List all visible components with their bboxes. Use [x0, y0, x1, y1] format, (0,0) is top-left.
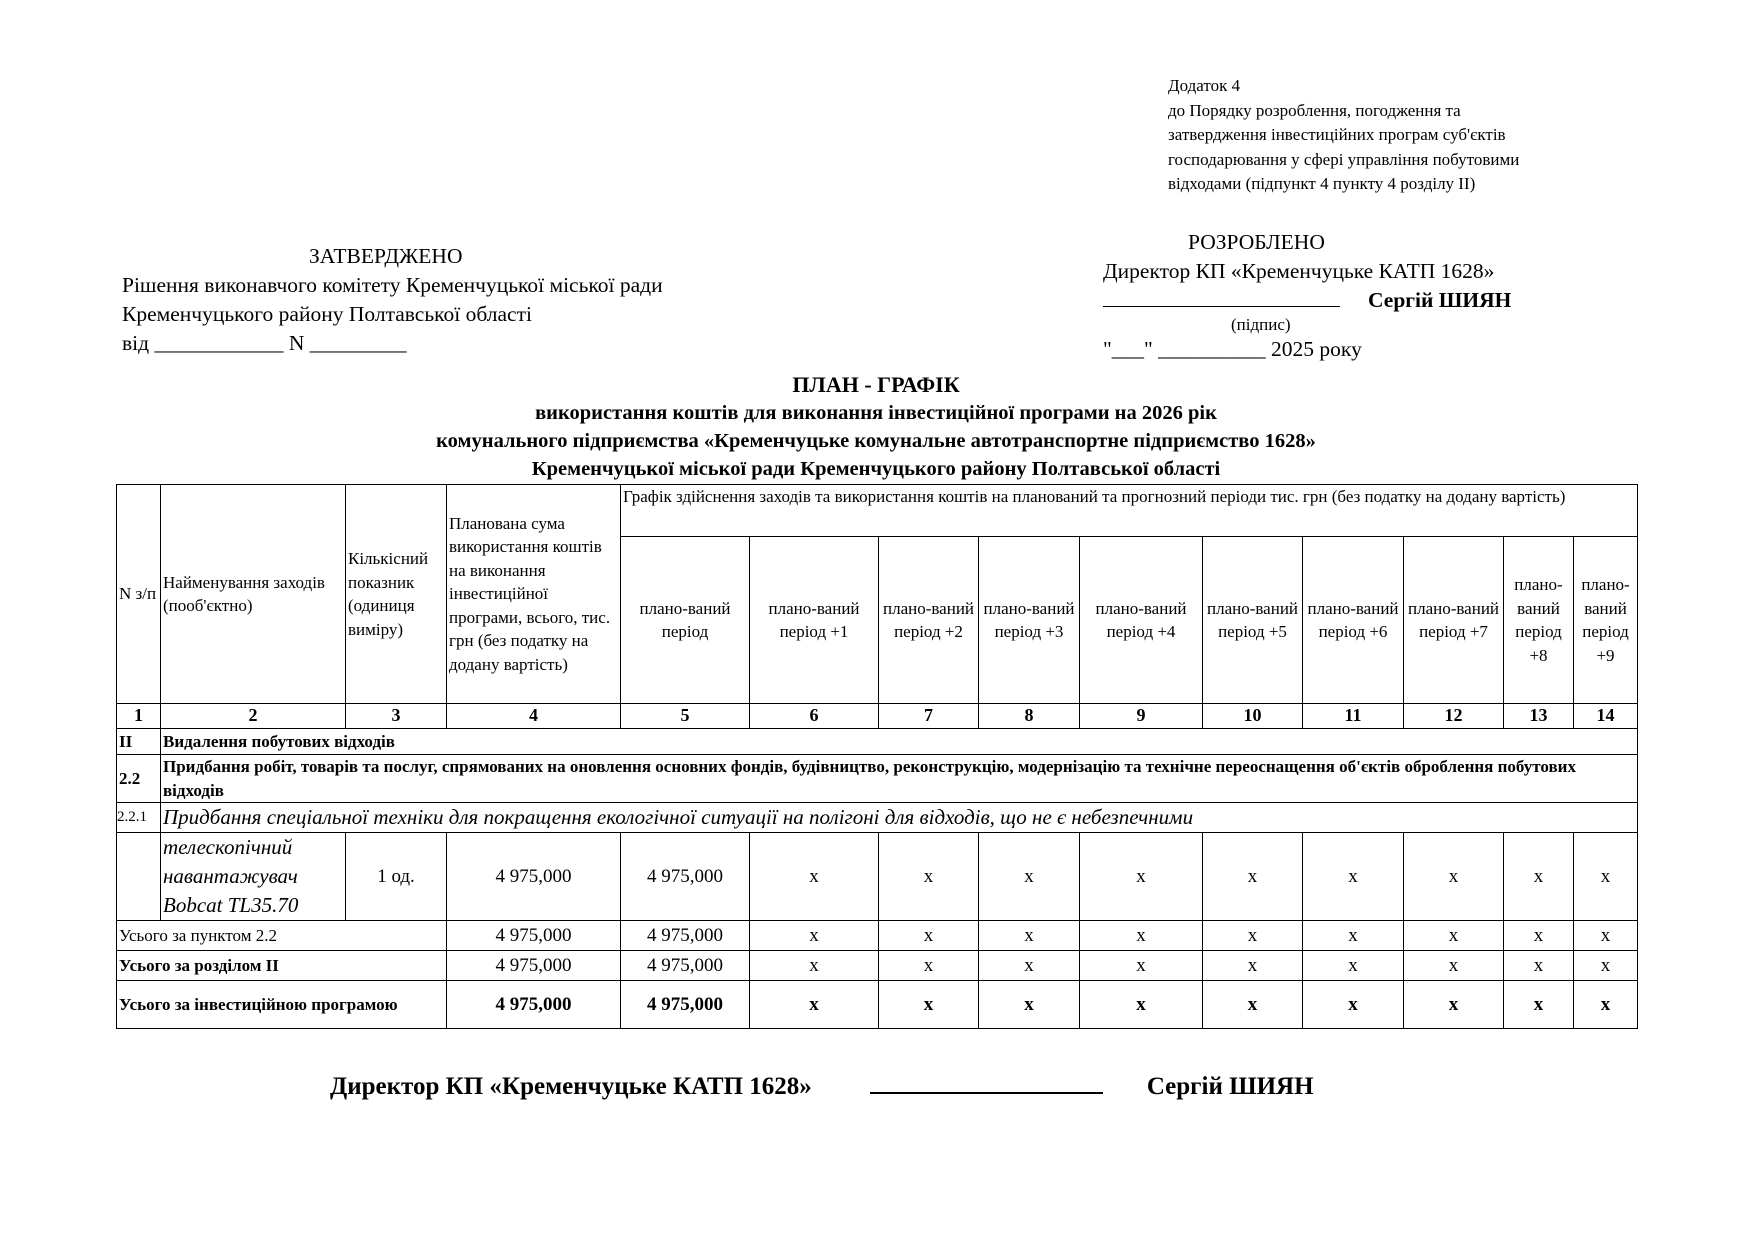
- header-period: плано-ваний період +6: [1303, 537, 1404, 704]
- total-period-value: 4 975,000: [621, 921, 750, 951]
- grand-total-period-value: x: [879, 981, 979, 1029]
- approved-line: Рішення виконавчого комітету Кременчуцької міської ради: [122, 273, 663, 297]
- item-name: телескопічний навантажувач Bobcat TL35.70: [161, 833, 346, 921]
- total-period-value: x: [1303, 951, 1404, 981]
- item-period-value: x: [1504, 833, 1574, 921]
- grand-total-period-value: x: [1203, 981, 1303, 1029]
- signature-row: [1103, 286, 1663, 315]
- subsection-label: Придбання робіт, товарів та послуг, спрямованих на оновлення основних фондів, будівництво, реконструкцію, модернізацію та технічне переоснащення об'єктів оброблення побутових відходів: [161, 755, 1638, 803]
- grand-total-period-value: x: [1080, 981, 1203, 1029]
- column-number: 3: [346, 704, 447, 729]
- grand-total-value: 4 975,000: [447, 981, 621, 1029]
- total-period-value: x: [1404, 951, 1504, 981]
- item-total: 4 975,000: [447, 833, 621, 921]
- column-number: 6: [750, 704, 879, 729]
- item-period-value: x: [1404, 833, 1504, 921]
- developed-title: РОЗРОБЛЕНО: [1188, 230, 1325, 254]
- item-period-value: x: [1303, 833, 1404, 921]
- item-period-value: x: [979, 833, 1080, 921]
- item-period-value: x: [1080, 833, 1203, 921]
- header-name: Найменування заходів (пооб'єктно): [161, 485, 346, 704]
- header-period: плано-ваний період +2: [879, 537, 979, 704]
- footer-signature-line: [870, 1068, 1103, 1094]
- item-num: [117, 833, 161, 921]
- item-period-value: x: [1203, 833, 1303, 921]
- developed-block: [1103, 228, 1663, 364]
- header-period: плано-ваний період +8: [1504, 537, 1574, 704]
- column-number: 7: [879, 704, 979, 729]
- item-period-value: x: [750, 833, 879, 921]
- annex-line: господарювання у сфері управління побутовими: [1168, 149, 1520, 169]
- item-group-label: Придбання спеціальної техніки для покращення екологічної ситуації на полігоні для відходів, що не є небезпечними: [161, 803, 1638, 833]
- grand-total-period-value: x: [750, 981, 879, 1029]
- total-period-value: x: [750, 951, 879, 981]
- grand-total-label: Усього за інвестиційною програмою: [117, 981, 447, 1029]
- document-subtitle: Кременчуцької міської ради Кременчуцького району Полтавської області: [531, 458, 1221, 480]
- document-heading: [116, 370, 1636, 483]
- subsection-num: 2.2: [117, 755, 161, 803]
- header-schedule: Графік здійснення заходів та використання коштів на планований та прогнозний періоди тис. грн (без податку на додану вартість): [621, 485, 1638, 537]
- total-value: 4 975,000: [447, 921, 621, 951]
- column-number: 2: [161, 704, 346, 729]
- document-title: ПЛАН - ГРАФІК: [792, 372, 960, 397]
- total-period-value: x: [1404, 921, 1504, 951]
- annex-note: [1168, 74, 1648, 197]
- total-period-value: 4 975,000: [621, 951, 750, 981]
- approved-title: ЗАТВЕРДЖЕНО: [309, 244, 463, 268]
- subsection-row: [117, 755, 1638, 803]
- header-num: N з/п: [117, 485, 161, 704]
- approved-line: Кременчуцького району Полтавської області: [122, 302, 532, 326]
- total-period-value: x: [750, 921, 879, 951]
- total-period-value: x: [1303, 921, 1404, 951]
- header-period: плано-ваний період: [621, 537, 750, 704]
- column-number: 10: [1203, 704, 1303, 729]
- total-label: Усього за розділом II: [117, 951, 447, 981]
- grand-total-period-value: 4 975,000: [621, 981, 750, 1029]
- header-period: плано-ваний період +4: [1080, 537, 1203, 704]
- column-number: 1: [117, 704, 161, 729]
- total-period-value: x: [979, 921, 1080, 951]
- header-period: плано-ваний період +3: [979, 537, 1080, 704]
- item-period-value: 4 975,000: [621, 833, 750, 921]
- column-number: 14: [1574, 704, 1638, 729]
- item-quantity: 1 од.: [346, 833, 447, 921]
- plan-schedule-table: [116, 484, 1638, 1029]
- total-period-value: x: [879, 921, 979, 951]
- annex-line: відходами (підпункт 4 пункту 4 розділу II): [1168, 174, 1476, 193]
- header-quantity: Кількісний показник (одиниця виміру): [346, 485, 447, 704]
- column-number: 11: [1303, 704, 1404, 729]
- signer-name: Сергій ШИЯН: [1368, 288, 1512, 312]
- total-period-value: x: [1080, 951, 1203, 981]
- annex-line: до Порядку розроблення, погодження та: [1168, 100, 1461, 120]
- column-number: 4: [447, 704, 621, 729]
- total-period-value: x: [979, 951, 1080, 981]
- section-label: Видалення побутових відходів: [161, 729, 1638, 755]
- total-period-value: x: [1574, 921, 1638, 951]
- total-period-value: x: [879, 951, 979, 981]
- item-group-num: 2.2.1: [117, 803, 161, 833]
- annex-line: затвердження інвестиційних програм суб'єктів: [1168, 125, 1506, 144]
- footer-position: Директор КП «Кременчуцьке КАТП 1628»: [330, 1073, 812, 1100]
- grand-total-period-value: x: [979, 981, 1080, 1029]
- total-row: [117, 921, 1638, 951]
- signature-line: [1103, 286, 1340, 307]
- header-period: плано-ваний період +9: [1574, 537, 1638, 704]
- header-period: плано-ваний період +7: [1404, 537, 1504, 704]
- column-number: 9: [1080, 704, 1203, 729]
- approved-date-number: від ____________ N _________: [122, 331, 407, 355]
- column-number: 8: [979, 704, 1080, 729]
- header-period: плано-ваний період +5: [1203, 537, 1303, 704]
- developed-position: Директор КП «Кременчуцьке КАТП 1628»: [1103, 259, 1495, 283]
- total-period-value: x: [1080, 921, 1203, 951]
- developed-date: "___" __________ 2025 року: [1103, 337, 1362, 361]
- total-period-value: x: [1203, 951, 1303, 981]
- total-label: Усього за пунктом 2.2: [117, 921, 447, 951]
- column-number-row: [117, 704, 1638, 729]
- footer-name: Сергій ШИЯН: [1146, 1073, 1314, 1100]
- total-period-value: x: [1574, 951, 1638, 981]
- header-planned-sum: Планована сума використання коштів на виконання інвестиційної програми, всього, тис. грн (без податку на додану вартість): [447, 485, 621, 704]
- total-period-value: x: [1504, 921, 1574, 951]
- column-number: 5: [621, 704, 750, 729]
- table-row: [117, 833, 1638, 921]
- total-value: 4 975,000: [447, 951, 621, 981]
- grand-total-period-value: x: [1504, 981, 1574, 1029]
- grand-total-row: [117, 981, 1638, 1029]
- total-row: [117, 951, 1638, 981]
- total-period-value: x: [1203, 921, 1303, 951]
- grand-total-period-value: x: [1303, 981, 1404, 1029]
- total-period-value: x: [1504, 951, 1574, 981]
- footer-signature: [330, 1068, 1530, 1101]
- header-period: плано-ваний період +1: [750, 537, 879, 704]
- column-number: 12: [1404, 704, 1504, 729]
- signature-caption: (підпис): [1231, 315, 1291, 334]
- section-row: [117, 729, 1638, 755]
- grand-total-period-value: x: [1574, 981, 1638, 1029]
- section-num: II: [117, 729, 161, 755]
- document-subtitle: використання коштів для виконання інвестиційної програми на 2026 рік: [535, 402, 1217, 424]
- column-number: 13: [1504, 704, 1574, 729]
- item-group-row: [117, 803, 1638, 833]
- item-period-value: x: [1574, 833, 1638, 921]
- approved-block: [122, 242, 822, 358]
- grand-total-period-value: x: [1404, 981, 1504, 1029]
- document-subtitle: комунального підприємства «Кременчуцьке комунальне автотранспортне підприємство 1628»: [436, 430, 1316, 452]
- annex-line: Додаток 4: [1168, 76, 1241, 95]
- item-period-value: x: [879, 833, 979, 921]
